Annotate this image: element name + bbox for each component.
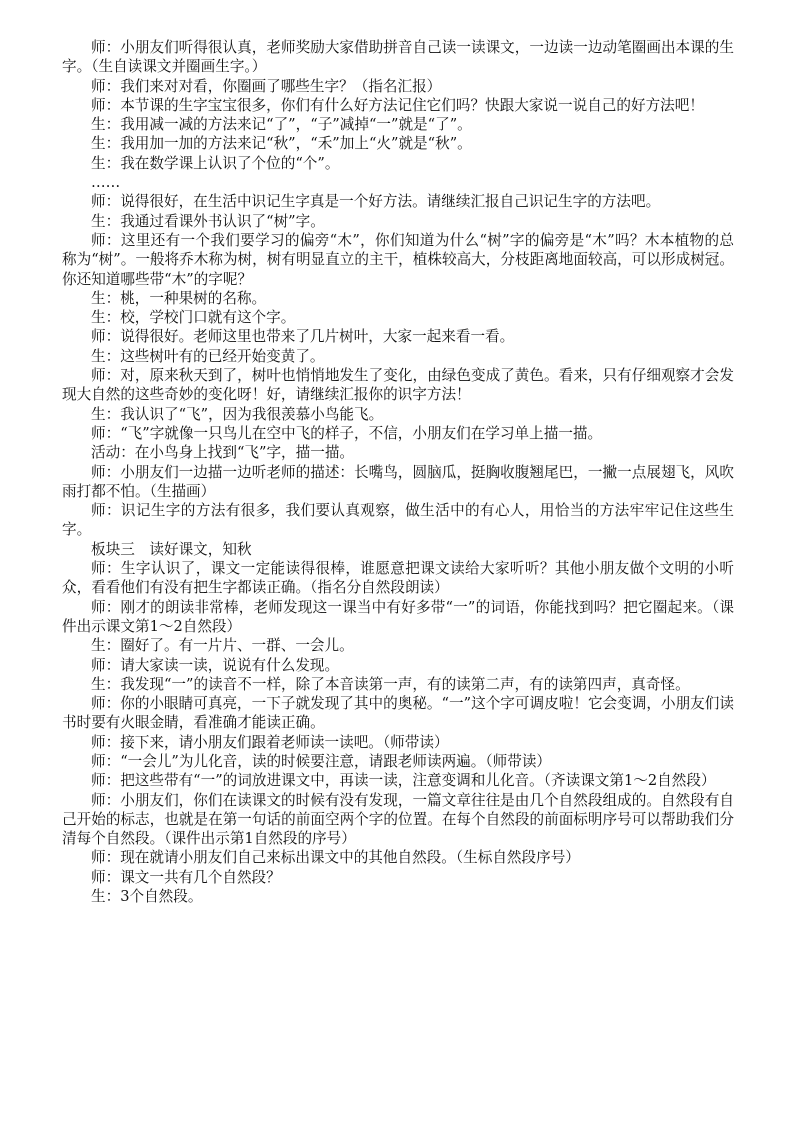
paragraph: 师：把这些带有“一”的词放进课文中，再读一读，注意变调和儿化音。（齐读课文第1～2自然段）: [91, 772, 716, 790]
paragraph: 生：这些树叶有的已经开始变黄了。: [91, 347, 325, 365]
paragraph: 师：我们来对对看，你圈画了哪些生字？（指名汇报）: [91, 77, 442, 95]
paragraph: 师：说得很好，在生活中识记生字真是一个好方法。请继续汇报自己识记生字的方法吧。: [91, 193, 661, 211]
paragraph: 生：桃，一种果树的名称。: [91, 289, 267, 307]
paragraph: 生：我在数学课上认识了个位的“个”。: [91, 154, 340, 172]
ellipsis-paragraph: ……: [91, 174, 121, 192]
activity-paragraph: 活动：在小鸟身上找到“飞”字，描一描。: [91, 444, 355, 462]
section-heading: 板块三 读好课文，知秋: [91, 540, 252, 558]
paragraph: 师：本节课的生字宝宝很多，你们有什么好方法记住它们吗？快跟大家说一说自己的好方法吧！: [91, 96, 704, 114]
paragraph: 师：识记生字的方法有很多，我们要认真观察，做生活中的有心人，用恰当的方法牢牢记住这些生字。: [62, 502, 734, 539]
paragraph: 师：这里还有一个我们要学习的偏旁“木”，你们知道为什么“树”字的偏旁是“木”吗？木本植物的总称为“树”。一般将乔木称为树，树有明显直立的主干，植株较高大，分枝距离地面较高，可以形成树冠。你还知道哪些带“木”的字呢？: [62, 231, 734, 288]
paragraph: 师：请大家读一读，说说有什么发现。: [91, 656, 340, 674]
paragraph: 师：小朋友们一边描一边听老师的描述：长嘴鸟，圆脑瓜，挺胸收腹翘尾巴，一撇一点展翅飞，风吹雨打都不怕。（生描画）: [62, 463, 734, 500]
paragraph: 师：生字认识了，课文一定能读得很棒，谁愿意把课文读给大家听听？其他小朋友做个文明的小听众，看看他们有没有把生字都读正确。（指名分自然段朗读）: [62, 560, 734, 597]
paragraph: 生：我认识了“飞”，因为我很羡慕小鸟能飞。: [91, 405, 384, 423]
paragraph: 师：说得很好。老师这里也带来了几片树叶，大家一起来看一看。: [91, 328, 515, 346]
paragraph: 生：我用减一减的方法来记“了”，“子”减掉“一”就是“了”。: [91, 116, 472, 134]
document-page: [62, 38, 734, 906]
paragraph: 生：3个自然段。: [91, 888, 203, 906]
paragraph: 生：我发现“一”的读音不一样，除了本音读第一声，有的读第二声，有的读第四声，真奇怪。: [91, 675, 690, 693]
paragraph: 生：我用加一加的方法来记“秋”，“禾”加上“火”就是“秋”。: [91, 135, 472, 153]
paragraph: 师：小朋友们，你们在读课文的时候有没有发现，一篇文章往往是由几个自然段组成的。自然段有自己开始的标志，也就是在第一句话的前面空两个字的位置。在每个自然段的前面标明序号可以帮助我们分清每个自然段。（课件出示第1自然段的序号）: [62, 791, 734, 848]
paragraph: 师：现在就请小朋友们自己来标出课文中的其他自然段。（生标自然段序号）: [91, 849, 580, 867]
paragraph: 师：“一会儿”为儿化音，读的时候要注意，请跟老师读两遍。（师带读）: [91, 752, 552, 770]
paragraph: 生：圈好了。有一片片、一群、一会儿。: [91, 637, 354, 655]
paragraph: 生：我通过看课外书认识了“树”字。: [91, 212, 325, 230]
paragraph: 师：刚才的朗读非常棒，老师发现这一课当中有好多带“一”的词语，你能找到吗？把它圈起来。（课件出示课文第1～2自然段）: [62, 598, 734, 635]
paragraph: 生：校，学校门口就有这个字。: [91, 309, 296, 327]
paragraph: 师：小朋友们听得很认真，老师奖励大家借助拼音自己读一读课文，一边读一边动笔圈画出本课的生字。（生自读课文并圈画生字。）: [62, 39, 734, 76]
paragraph: 师：课文一共有几个自然段？: [91, 868, 281, 886]
paragraph: 师：接下来，请小朋友们跟着老师读一读吧。（师带读）: [91, 733, 449, 751]
paragraph: 师：对，原来秋天到了，树叶也悄悄地发生了变化，由绿色变成了黄色。看来，只有仔细观察才会发现大自然的这些奇妙的变化呀！好，请继续汇报你的识字方法！: [62, 367, 734, 404]
paragraph: 师：“飞”字就像一只鸟儿在空中飞的样子，不信，小朋友们在学习单上描一描。: [91, 424, 603, 442]
paragraph: 师：你的小眼睛可真亮，一下子就发现了其中的奥秘。“一”这个字可调皮啦！它会变调，小朋友们读书时要有火眼金睛，看准确才能读正确。: [62, 695, 734, 732]
